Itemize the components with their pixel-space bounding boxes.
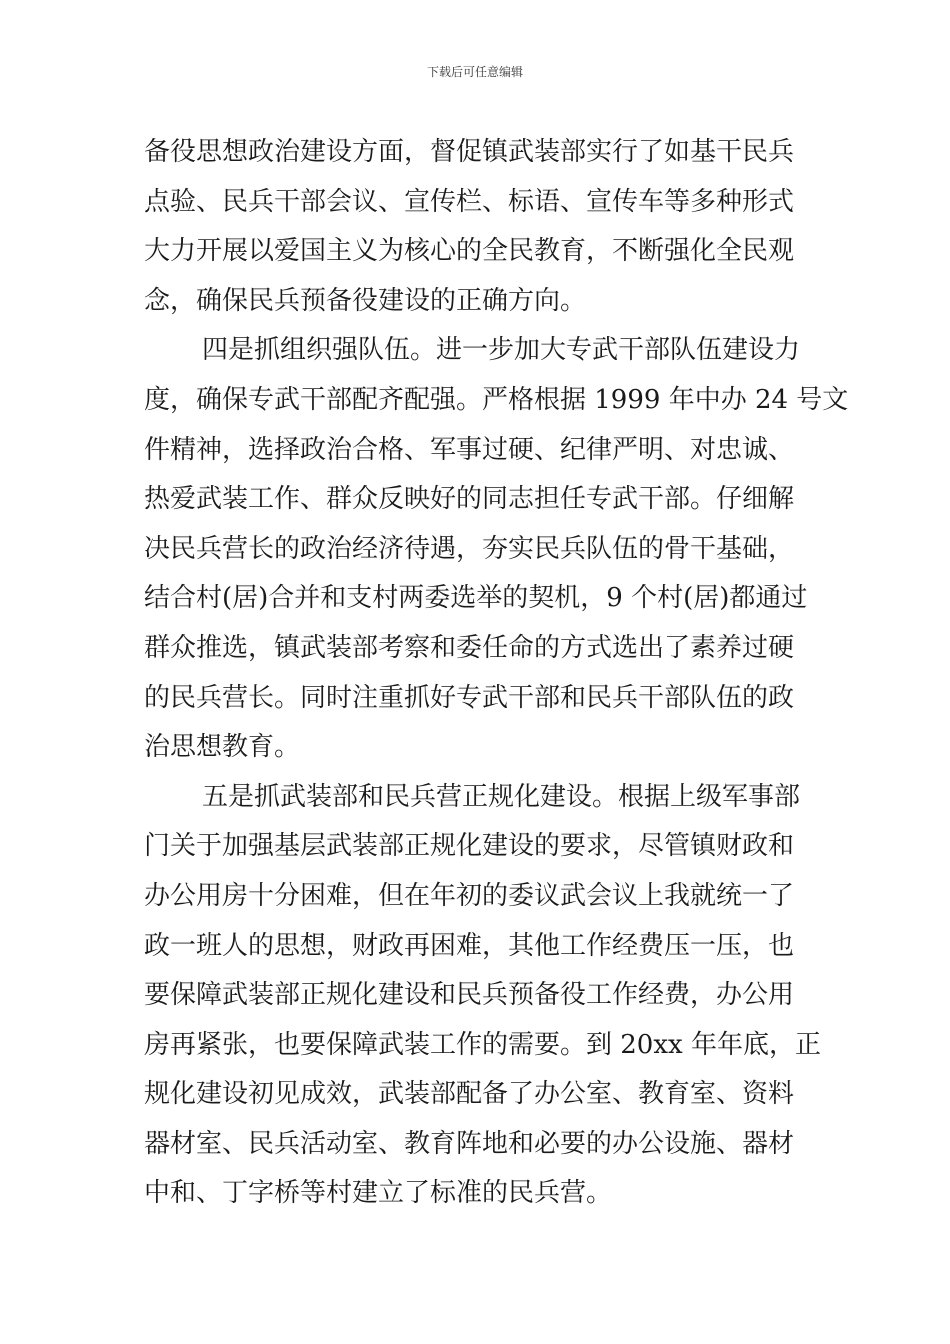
text-line: 决民兵营长的政治经济待遇，夯实民兵队伍的骨干基础， [144, 533, 795, 564]
text-line: 结合村(居)合并和支村两委选举的契机，9 个村(居)都通过 [144, 583, 808, 614]
paragraph-1 [144, 128, 809, 326]
paragraph-2 [144, 326, 849, 772]
text-line: 门关于加强基层武装部正规化建设的要求，尽管镇财政和 [144, 831, 795, 862]
text-line: 度，确保专武干部配齐配强。严格根据 1999 年中办 24 号文 [144, 384, 849, 415]
text-line: 规化建设初见成效，武装部配备了办公室、教育室、资料 [144, 1079, 795, 1110]
text-line: 器材室、民兵活动室、教育阵地和必要的办公设施、器材 [144, 1128, 795, 1159]
text-line: 中和、丁字桥等村建立了标准的民兵营。 [144, 1178, 613, 1209]
text-line: 政一班人的思想，财政再困难，其他工作经费压一压，也 [144, 930, 795, 961]
text-line: 四是抓组织强队伍。进一步加大专武干部队伍建设力 [202, 335, 801, 366]
text-line: 群众推选，镇武装部考察和委任命的方式选出了素养过硬 [144, 632, 795, 663]
text-line: 办公用房十分困难，但在年初的委议武会议上我就统一了 [144, 880, 795, 911]
text-line: 念，确保民兵预备役建设的正确方向。 [144, 285, 587, 316]
text-line: 要保障武装部正规化建设和民兵预备役工作经费，办公用 [144, 980, 795, 1011]
text-line: 的民兵营长。同时注重抓好专武干部和民兵干部队伍的政 [144, 682, 795, 713]
text-line: 五是抓武装部和民兵营正规化建设。根据上级军事部 [202, 781, 801, 812]
text-line: 大力开展以爱国主义为核心的全民教育，不断强化全民观 [144, 236, 795, 267]
text-line: 房再紧张，也要保障武装工作的需要。到 20xx 年年底，正 [144, 1029, 821, 1060]
text-line: 备役思想政治建设方面，督促镇武装部实行了如基干民兵 [144, 137, 795, 167]
text-line: 件精神，选择政治合格、军事过硬、纪律严明、对忠诚、 [144, 434, 795, 465]
text-line: 点验、民兵干部会议、宣传栏、标语、宣传车等多种形式 [144, 186, 795, 217]
document-body [144, 128, 849, 1219]
paragraph-3 [144, 773, 821, 1219]
text-line: 治思想教育。 [144, 732, 301, 763]
text-line: 热爱武装工作、群众反映好的同志担任专武干部。仔细解 [144, 484, 795, 515]
page-header: 下载后可任意编辑 [426, 65, 523, 79]
